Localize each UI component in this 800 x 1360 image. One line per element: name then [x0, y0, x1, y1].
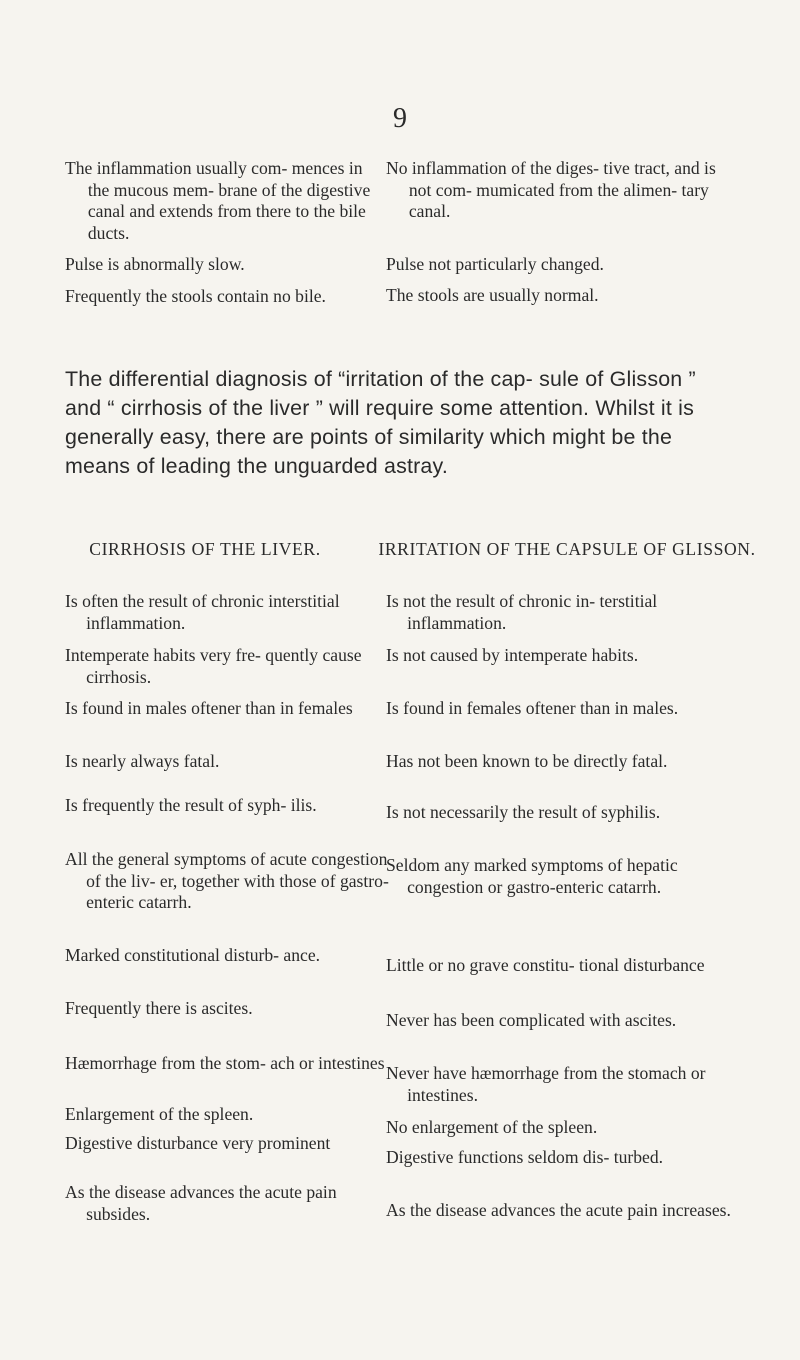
left-item: Intemperate habits very fre- quently cause cirrhosis.	[65, 645, 362, 687]
top-right-column	[386, 158, 731, 307]
top-right-item: The stools are usually normal.	[386, 285, 599, 305]
right-item: Never have hæmorrhage from the stomach or intestines.	[386, 1063, 706, 1105]
top-left-column	[65, 158, 375, 307]
left-item: All the general symptoms of acute congestion of the liv- er, together with those of gastro-enteric catarrh.	[65, 849, 389, 912]
left-item: Is found in males oftener than in females	[65, 698, 353, 718]
right-item: Is found in females oftener than in males.	[386, 698, 679, 718]
top-right-item: Pulse not particularly changed.	[386, 253, 604, 274]
right-item: Little or no grave constitu- tional disturbance	[386, 955, 705, 975]
top-right-item: No inflammation of the diges- tive tract, and is not com- mumicated from the alimen- tary canal.	[386, 158, 716, 221]
top-left-item: The inflammation usually com- mences in the mucous mem- brane of the digestive canal and extends from there to the bile ducts.	[65, 158, 371, 243]
right-item: Digestive functions seldom dis- turbed.	[386, 1147, 664, 1167]
left-item: Enlargement of the spleen.	[65, 1104, 254, 1124]
right-item: Is not necessarily the result of syphilis.	[386, 802, 661, 822]
page-number: 9	[393, 103, 407, 134]
right-item: Never has been complicated with ascites.	[386, 1010, 677, 1030]
body-paragraph: The differential diagnosis of “irritation of the cap- sule of Glisson ” and “ cirrhosis of the liver ” will require some attention. Whilst it is generally easy, there are points of similarity which might be the means of leading the unguarded astray.	[65, 367, 696, 478]
right-column-heading: IRRITATION OF THE CAPSULE OF GLISSON.	[378, 539, 756, 559]
right-item: Is not caused by intemperate habits.	[386, 645, 639, 665]
right-item: Is not the result of chronic in- terstitial inflammation.	[386, 591, 658, 633]
right-item: Has not been known to be directly fatal.	[386, 751, 668, 771]
top-left-item: Frequently the stools contain no bile.	[65, 285, 326, 306]
right-item: Seldom any marked symptoms of hepatic congestion or gastro-enteric catarrh.	[386, 855, 678, 897]
left-item: Is nearly always fatal.	[65, 751, 220, 771]
left-item: Marked constitutional disturb- ance.	[65, 945, 321, 965]
left-item: Is frequently the result of syph- ilis.	[65, 795, 317, 815]
left-item: Frequently there is ascites.	[65, 998, 253, 1018]
right-item: As the disease advances the acute pain increases.	[386, 1200, 731, 1220]
left-item: Hæmorrhage from the stom- ach or intestines	[65, 1053, 385, 1073]
left-item: As the disease advances the acute pain subsides.	[65, 1182, 337, 1224]
left-item: Digestive disturbance very prominent	[65, 1133, 331, 1153]
left-column-heading: CIRRHOSIS OF THE LIVER.	[89, 539, 321, 559]
left-item: Is often the result of chronic interstitial inflammation.	[65, 591, 340, 633]
right-item: No enlargement of the spleen.	[386, 1117, 598, 1137]
top-left-item: Pulse is abnormally slow.	[65, 254, 245, 274]
